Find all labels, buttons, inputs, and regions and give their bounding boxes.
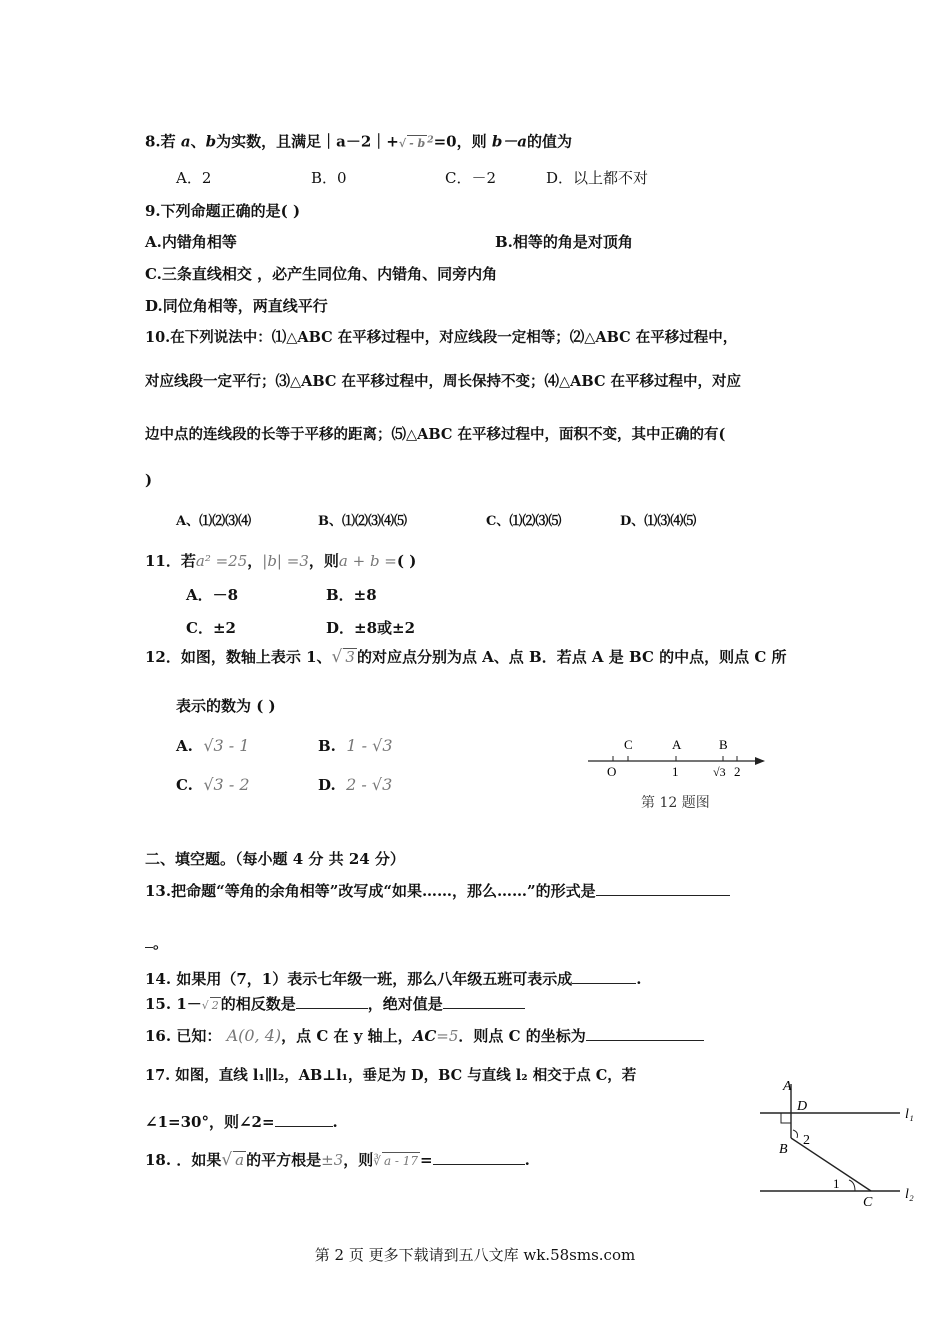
label-2: 2 bbox=[734, 764, 741, 779]
q9-stem: 9.下列命题正确的是( ) bbox=[145, 202, 301, 220]
right-angle-mark bbox=[781, 1113, 791, 1123]
q17-answer-blank[interactable] bbox=[275, 1112, 333, 1127]
q16-answer-blank[interactable] bbox=[586, 1026, 704, 1041]
number-line-figure bbox=[580, 730, 780, 790]
q8-option-d: D．以上都不对 bbox=[546, 169, 649, 187]
label-c: C bbox=[624, 737, 633, 752]
q10-option-c: C、⑴⑵⑶⑸ bbox=[486, 514, 562, 529]
q12-option-a: A. √3 - 1 bbox=[176, 736, 250, 755]
angle-1-arc bbox=[849, 1180, 855, 1191]
label-line-l1: l₁ bbox=[905, 1107, 914, 1122]
figure-12-caption: 第 12 题图 bbox=[641, 795, 710, 811]
q12-line-2: 表示的数为 ( ) bbox=[176, 697, 276, 715]
q12-line-1: 12．如图，数轴上表示 1、√ 3 的对应点分别为点 A、点 B．若点 A 是 BC 的中点，则点 C 所 bbox=[145, 647, 787, 667]
q11-option-c: C．±2 bbox=[186, 619, 236, 637]
q14-answer-blank[interactable] bbox=[572, 969, 636, 984]
q17-line-1: 17. 如图，直线 l₁∥l₂，AB⊥l₁，垂足为 D，BC 与直线 l₂ 相交于点 C，若 bbox=[145, 1067, 637, 1084]
q9-option-c: C.三条直线相交 ，必产生同位角、内错角、同旁内角 bbox=[145, 265, 498, 283]
q10-line-2: 对应线段一定平行；⑶△ABC 在平移过程中，周长保持不变；⑷△ABC 在平移过程中，对应 bbox=[145, 373, 742, 390]
q8-option-c: C．－2 bbox=[445, 169, 497, 187]
q18-line: 18. ．如果√ a 的平方根是±3，则∛ a - 17 = . bbox=[145, 1150, 530, 1170]
q13-line-1: 13.把命题“等角的余角相等”改写成“如果……，那么……”的形式是 bbox=[145, 881, 730, 901]
page-footer: 第 2 页 更多下载请到五八文库 wk.58sms.com bbox=[314, 1246, 636, 1264]
q18-answer-blank[interactable] bbox=[433, 1150, 525, 1165]
q8-stem: 8.若 a、b为实数，且满足｜a－2｜+√ - b $^2$=0，则 b－a的值为 bbox=[145, 132, 573, 151]
q8-option-a: A．2 bbox=[176, 169, 212, 187]
label-point-c: C bbox=[863, 1195, 873, 1210]
q13-line-2: 。 bbox=[145, 933, 168, 953]
q12-option-c: C. √3 - 2 bbox=[176, 775, 250, 794]
section-title: 二、填空题。（每小题 4 分 共 24 分） bbox=[145, 850, 405, 868]
q9-option-d: D.同位角相等，两直线平行 bbox=[145, 297, 328, 315]
q12-option-b: B. 1 - √3 bbox=[318, 736, 393, 755]
q10-option-d: D、⑴⑶⑷⑸ bbox=[620, 514, 697, 529]
q11-option-b: B．±8 bbox=[326, 586, 377, 604]
number-line-arrow bbox=[755, 757, 765, 765]
q11-option-d: D．±8或±2 bbox=[326, 619, 416, 637]
label-b: B bbox=[719, 737, 728, 752]
label-1: 1 bbox=[672, 764, 679, 779]
label-angle-2: 2 bbox=[803, 1133, 810, 1148]
label-point-a: A bbox=[783, 1079, 792, 1094]
q9-option-a: A.内错角相等 bbox=[145, 233, 237, 251]
q8-option-b: B．0 bbox=[311, 169, 347, 187]
label-o: O bbox=[607, 764, 617, 779]
q11-option-a: A．－8 bbox=[186, 586, 239, 604]
q10-option-a: A、⑴⑵⑶⑷ bbox=[176, 514, 252, 529]
label-point-b: B bbox=[779, 1142, 788, 1157]
q15-blank-opposite[interactable] bbox=[296, 994, 368, 1009]
angle-2-arc bbox=[793, 1130, 798, 1138]
q15-line: 15. 1－√ 2 的相反数是 ，绝对值是 bbox=[145, 994, 525, 1016]
label-point-d: D bbox=[797, 1099, 808, 1114]
label-sqrt3: √3 bbox=[713, 765, 726, 779]
q10-line-1: 10.在下列说法中：⑴△ABC 在平移过程中，对应线段一定相等；⑵△ABC 在平移过程中， bbox=[145, 329, 738, 346]
q17-line-2: ∠1=30°，则∠2= . bbox=[145, 1113, 338, 1131]
q10-line-3: 边中点的连线段的长等于平移的距离；⑸△ABC 在平移过程中，面积不变，其中正确的有( bbox=[145, 426, 726, 443]
label-line-l2: l₂ bbox=[905, 1187, 914, 1202]
q9-option-b: B.相等的角是对顶角 bbox=[495, 233, 633, 251]
label-a: A bbox=[672, 737, 682, 752]
q14-line: 14. 如果用（7，1）表示七年级一班，那么八年级五班可表示成 . bbox=[145, 970, 642, 988]
q15-blank-absolute[interactable] bbox=[443, 994, 525, 1009]
q10-option-b: B、⑴⑵⑶⑷⑸ bbox=[318, 514, 407, 529]
q11-stem: 11．若a² =25，|b| =3，则a + b =( ) bbox=[145, 552, 417, 570]
parallel-lines-figure bbox=[755, 1076, 925, 1216]
q13-answer-blank[interactable] bbox=[596, 881, 730, 896]
q16-line: 16. 已知： A(0, 4)，点 C 在 y 轴上，AC=5．则点 C 的坐标为 bbox=[145, 1026, 704, 1046]
q10-line-4: ) bbox=[145, 471, 153, 489]
q12-option-d: D. 2 - √3 bbox=[318, 775, 393, 794]
label-angle-1: 1 bbox=[833, 1176, 840, 1191]
